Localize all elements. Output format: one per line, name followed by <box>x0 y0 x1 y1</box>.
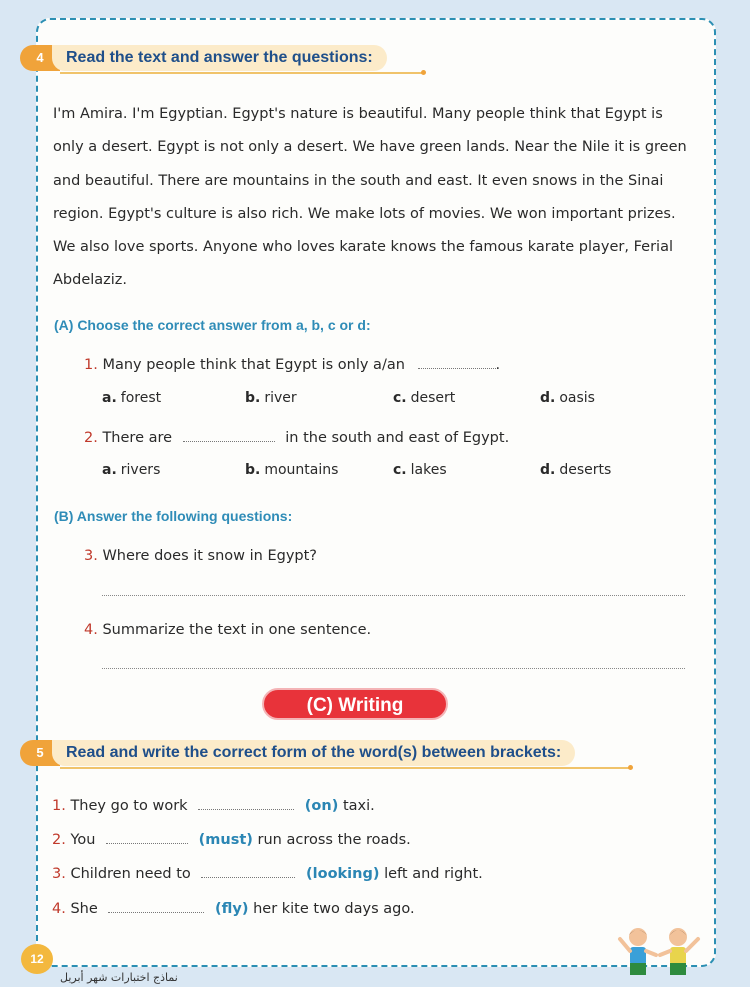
passage-line: I'm Amira. I'm Egyptian. Egypt's nature is beautiful. Many people think that Egypt is <box>53 106 663 122</box>
item-text-before: You <box>70 832 96 848</box>
passage-line: We also love sports. Anyone who loves karate knows the famous karate player, Ferial <box>53 239 673 256</box>
answer-blank[interactable] <box>108 912 204 913</box>
item-text-after: left and right. <box>384 866 483 882</box>
answer-blank[interactable] <box>198 809 294 810</box>
bracket-word: (looking) <box>306 866 380 882</box>
item-text-after: her kite two days ago. <box>253 901 415 917</box>
option-letter: a. <box>102 462 117 478</box>
item-number: 4. <box>52 901 66 917</box>
item-number: 1. <box>52 798 66 814</box>
section-b-heading: (B) Answer the following questions: <box>54 508 293 524</box>
option-2b[interactable] <box>245 462 338 478</box>
reading-passage <box>53 98 693 298</box>
footer-caption: نماذج اختبارات شهر أبريل <box>60 971 178 984</box>
option-2a[interactable] <box>102 462 160 478</box>
bracket-item-4 <box>52 901 415 917</box>
kids-illustration-icon <box>616 925 706 983</box>
answer-blank[interactable] <box>106 843 188 844</box>
passage-line: Abdelaziz. <box>53 272 128 289</box>
item-text-after: taxi. <box>342 798 375 814</box>
bracket-item-3 <box>52 866 483 882</box>
item-text-before: They go to work <box>70 798 188 814</box>
option-letter: d. <box>540 390 556 406</box>
question-text-before: There are <box>102 430 173 446</box>
answer-blank[interactable] <box>418 368 496 369</box>
question-text: Many people think that Egypt is only a/an <box>102 357 405 373</box>
open-question-4 <box>84 622 371 638</box>
question-number: 1. <box>84 357 98 373</box>
answer-blank[interactable] <box>201 877 295 878</box>
option-letter: a. <box>102 390 117 406</box>
question-title: Read the text and answer the questions: <box>52 45 387 71</box>
option-2c[interactable] <box>393 462 447 478</box>
question-number: 4. <box>84 622 98 638</box>
question-number: 3. <box>84 548 98 564</box>
passage-line: region. Egypt's culture is also rich. We make lots of movies. We won important prizes. <box>53 205 676 222</box>
question-text: Summarize the text in one sentence. <box>102 622 372 638</box>
item-number: 3. <box>52 866 66 882</box>
answer-line[interactable] <box>102 595 685 596</box>
mcq-question-1 <box>84 357 500 373</box>
option-letter: d. <box>540 462 556 478</box>
option-text: mountains <box>264 462 339 478</box>
mcq-question-2 <box>84 430 509 446</box>
writing-section-label: (C) Writing <box>262 688 448 720</box>
bracket-item-1 <box>52 798 375 814</box>
option-text: lakes <box>410 462 447 478</box>
question-title: Read and write the correct form of the word(s) between brackets: <box>52 740 575 766</box>
question-number-badge: 5 <box>20 740 60 766</box>
option-1a[interactable] <box>102 390 161 406</box>
passage-line: only a desert. Egypt is not only a desert. We have green lands. Near the Nile it is green <box>53 139 687 156</box>
option-1b[interactable] <box>245 390 297 406</box>
bracket-word: (must) <box>198 832 253 848</box>
option-text: oasis <box>559 390 595 406</box>
header-underline-dot <box>628 765 633 770</box>
item-text-after: run across the roads. <box>257 832 411 848</box>
option-1c[interactable] <box>393 390 455 406</box>
option-letter: c. <box>393 390 407 406</box>
option-text: forest <box>120 390 162 406</box>
option-letter: b. <box>245 390 261 406</box>
answer-blank[interactable] <box>183 441 275 442</box>
option-letter: b. <box>245 462 261 478</box>
item-text-before: She <box>70 901 98 917</box>
question-text: Where does it snow in Egypt? <box>102 548 318 564</box>
option-text: deserts <box>559 462 612 478</box>
answer-line[interactable] <box>102 668 685 669</box>
option-letter: c. <box>393 462 407 478</box>
question-number: 2. <box>84 430 98 446</box>
bracket-item-2 <box>52 832 411 848</box>
item-number: 2. <box>52 832 66 848</box>
bracket-word: (fly) <box>215 901 249 917</box>
header-underline <box>60 767 630 769</box>
option-text: desert <box>410 390 456 406</box>
item-text-before: Children need to <box>70 866 191 882</box>
bracket-word: (on) <box>304 798 339 814</box>
section-a-heading: (A) Choose the correct answer from a, b, c or d: <box>54 317 371 333</box>
passage-line: and beautiful. There are mountains in the south and east. It even snows in the Sinai <box>53 172 664 189</box>
option-text: river <box>264 390 297 406</box>
option-1d[interactable] <box>540 390 595 406</box>
open-question-3 <box>84 548 317 564</box>
page-number-badge: 12 <box>21 944 53 974</box>
option-2d[interactable] <box>540 462 611 478</box>
option-text: rivers <box>120 462 161 478</box>
question-end: . <box>495 357 501 373</box>
header-underline <box>60 72 422 74</box>
question-number-badge: 4 <box>20 45 60 71</box>
header-underline-dot <box>421 70 426 75</box>
question-text-after: in the south and east of Egypt. <box>285 430 510 446</box>
